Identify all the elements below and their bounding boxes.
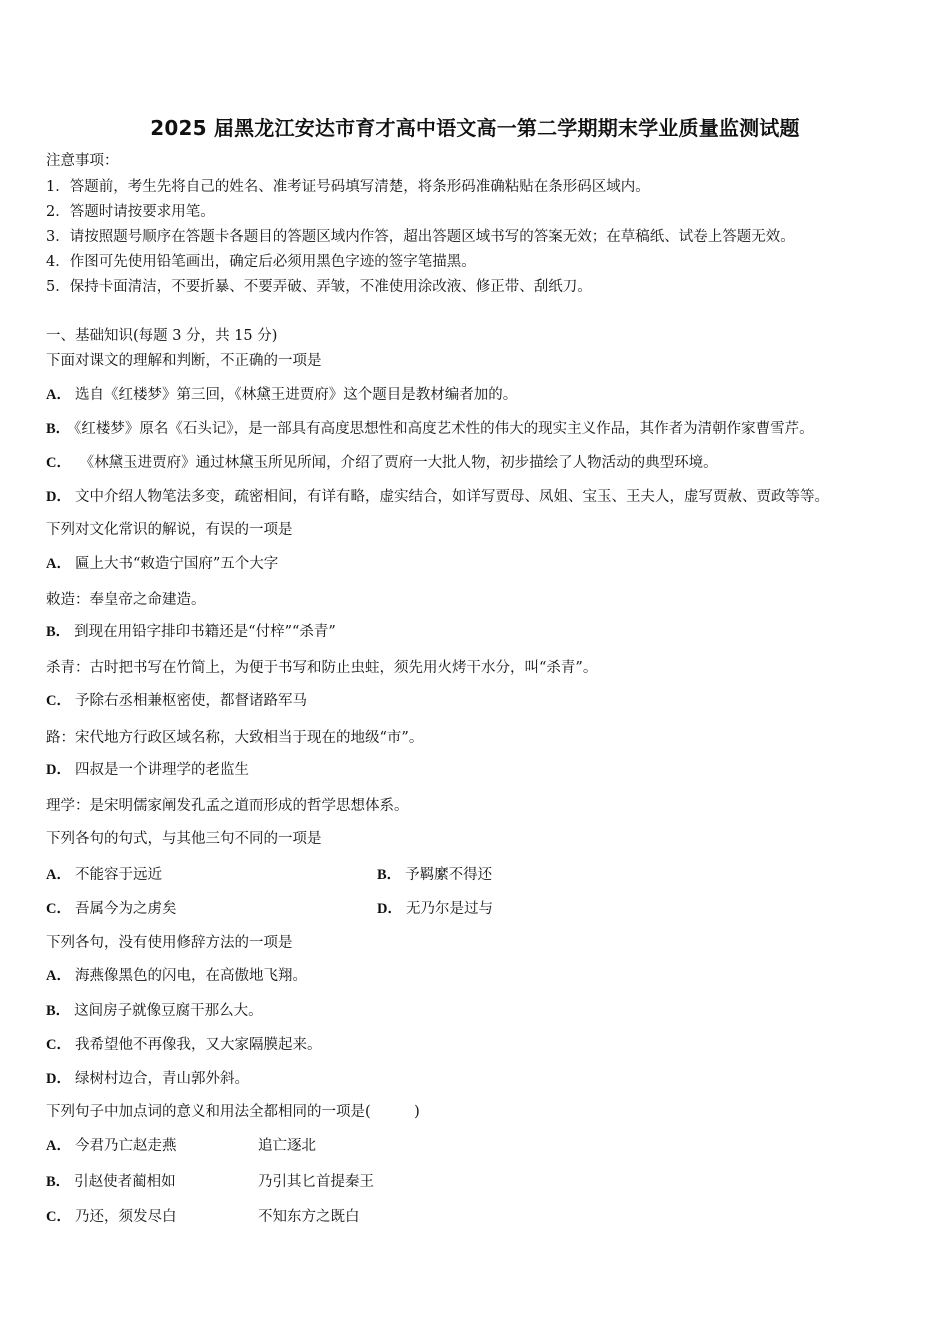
q4-stem: 下列各句，没有使用修辞方法的一项是	[46, 935, 293, 951]
q2-option-d	[46, 760, 249, 780]
notice-item-5: 5．保持卡面清洁，不要折暴、不要弄破、弄皱，不准使用涂改液、修正带、刮纸刀。	[46, 279, 592, 295]
section-heading: 一、基础知识(每题 3 分，共 15 分)	[46, 328, 278, 344]
option-text: 我希望他不再像我，又大家隔膜起来。	[74, 1037, 322, 1053]
option-label: A．	[46, 867, 71, 883]
q5-option-c-second: 不知东方之既白	[258, 1209, 360, 1225]
option-label: B．	[46, 1174, 71, 1190]
option-label: D．	[46, 489, 71, 505]
q1-option-d	[46, 487, 829, 507]
option-text: 《红楼梦》原名《石头记》，是一部具有高度思想性和高度艺术性的伟大的现实主义作品，其作者为清朝作家曹雪芹。	[74, 421, 814, 437]
q5-option-a	[46, 1136, 176, 1156]
option-text: 乃还，须发尽白	[74, 1209, 177, 1225]
option-text: 文中介绍人物笔法多变，疏密相间，有详有略，虚实结合，如详写贾母、凤姐、宝玉、王夫人，虚写贾赦、贾政等等。	[74, 489, 829, 505]
q1-option-a	[46, 385, 517, 405]
q5-option-a-second: 追亡逐北	[258, 1138, 316, 1154]
option-label: A．	[46, 968, 71, 984]
option-label: C．	[46, 901, 71, 917]
q1-stem: 下面对课文的理解和判断，不正确的一项是	[46, 353, 322, 369]
q3-stem: 下列各句的句式，与其他三句不同的一项是	[46, 831, 322, 847]
option-label: C．	[46, 1209, 71, 1225]
q2-option-c-note: 路：宋代地方行政区域名称，大致相当于现在的地级“市”。	[46, 730, 424, 746]
q1-option-b	[46, 419, 814, 439]
q3-option-a	[46, 865, 162, 885]
q2-option-d-note: 理学：是宋明儒家阐发孔孟之道而形成的哲学思想体系。	[46, 798, 409, 814]
q5-option-b	[46, 1172, 176, 1192]
notice-item-3: 3．请按照题号顺序在答题卡各题目的答题区域内作答，超出答题区域书写的答案无效；在草稿纸、试卷上答题无效。	[46, 229, 795, 245]
option-label: B．	[46, 1003, 71, 1019]
option-label: D．	[46, 762, 71, 778]
option-text: 不能容于远近	[74, 867, 162, 883]
q5-option-c	[46, 1207, 176, 1227]
option-label: C．	[46, 455, 71, 471]
q1-option-c	[46, 453, 718, 473]
option-label: D．	[377, 901, 402, 917]
q2-option-c	[46, 691, 307, 711]
option-text: 四叔是一个讲理学的老监生	[74, 762, 249, 778]
q5-stem: 下列句子中加点词的意义和用法全都相同的一项是( )	[46, 1104, 420, 1120]
notice-item-2: 2．答题时请按要求用笔。	[46, 204, 215, 220]
notice-heading: 注意事项：	[46, 153, 119, 169]
option-text: 吾属今为之虏矣	[74, 901, 177, 917]
option-text: 海燕像黑色的闪电，在高傲地飞翔。	[74, 968, 307, 984]
option-text: 今君乃亡赵走燕	[74, 1138, 177, 1154]
option-text: 到现在用铅字排印书籍还是“付梓”“杀青”	[74, 624, 336, 640]
option-text: 绿树村边合，青山郭外斜。	[74, 1071, 249, 1087]
option-label: A．	[46, 387, 71, 403]
option-text: 这间房子就像豆腐干那么大。	[74, 1003, 263, 1019]
option-text: 予羁縻不得还	[405, 867, 493, 883]
option-text: 选自《红楼梦》第三回，《林黛王进贾府》这个题目是教材编者加的。	[74, 387, 518, 403]
q2-option-b	[46, 622, 336, 642]
q2-option-a-note: 敕造：奉皇帝之命建造。	[46, 592, 206, 608]
option-label: A．	[46, 1138, 71, 1154]
notice-item-4: 4．作图可先使用铅笔画出，确定后必须用黑色字迹的签字笔描黑。	[46, 254, 476, 270]
option-label: D．	[46, 1071, 71, 1087]
option-text: 《林黛玉进贾府》通过林黛玉所见所闻，介绍了贾府一大批人物，初步描绘了人物活动的典型环境。	[74, 455, 718, 471]
option-text: 无乃尔是过与	[405, 901, 493, 917]
q3-option-c	[46, 899, 176, 919]
q4-option-d	[46, 1069, 249, 1089]
q2-option-b-note: 杀青：古时把书写在竹简上，为便于书写和防止虫蛀，须先用火烤干水分，叫“杀青”。	[46, 660, 598, 676]
q2-stem: 下列对文化常识的解说，有误的一项是	[46, 522, 293, 538]
notice-item-1: 1．答题前，考生先将自己的姓名、准考证号码填写清楚，将条形码准确粘贴在条形码区域内。	[46, 179, 650, 195]
option-text: 匾上大书“敕造宁国府”五个大字	[74, 556, 279, 572]
option-text: 予除右丞相兼枢密使，都督诸路军马	[74, 693, 307, 709]
q4-option-a	[46, 966, 307, 986]
q2-option-a	[46, 554, 278, 574]
q5-option-b-second: 乃引其匕首提秦王	[258, 1174, 374, 1190]
option-label: B．	[46, 421, 71, 437]
option-text: 引赵使者蔺相如	[74, 1174, 176, 1190]
q4-option-c	[46, 1035, 321, 1055]
option-label: A．	[46, 556, 71, 572]
option-label: B．	[46, 624, 71, 640]
option-label: C．	[46, 693, 71, 709]
q4-option-b	[46, 1001, 263, 1021]
q3-option-d	[377, 899, 493, 919]
page-title: 2025 届黑龙江安达市育才高中语文高一第二学期期末学业质量监测试题	[150, 116, 800, 140]
option-label: C．	[46, 1037, 71, 1053]
q3-option-b	[377, 865, 492, 885]
option-label: B．	[377, 867, 402, 883]
